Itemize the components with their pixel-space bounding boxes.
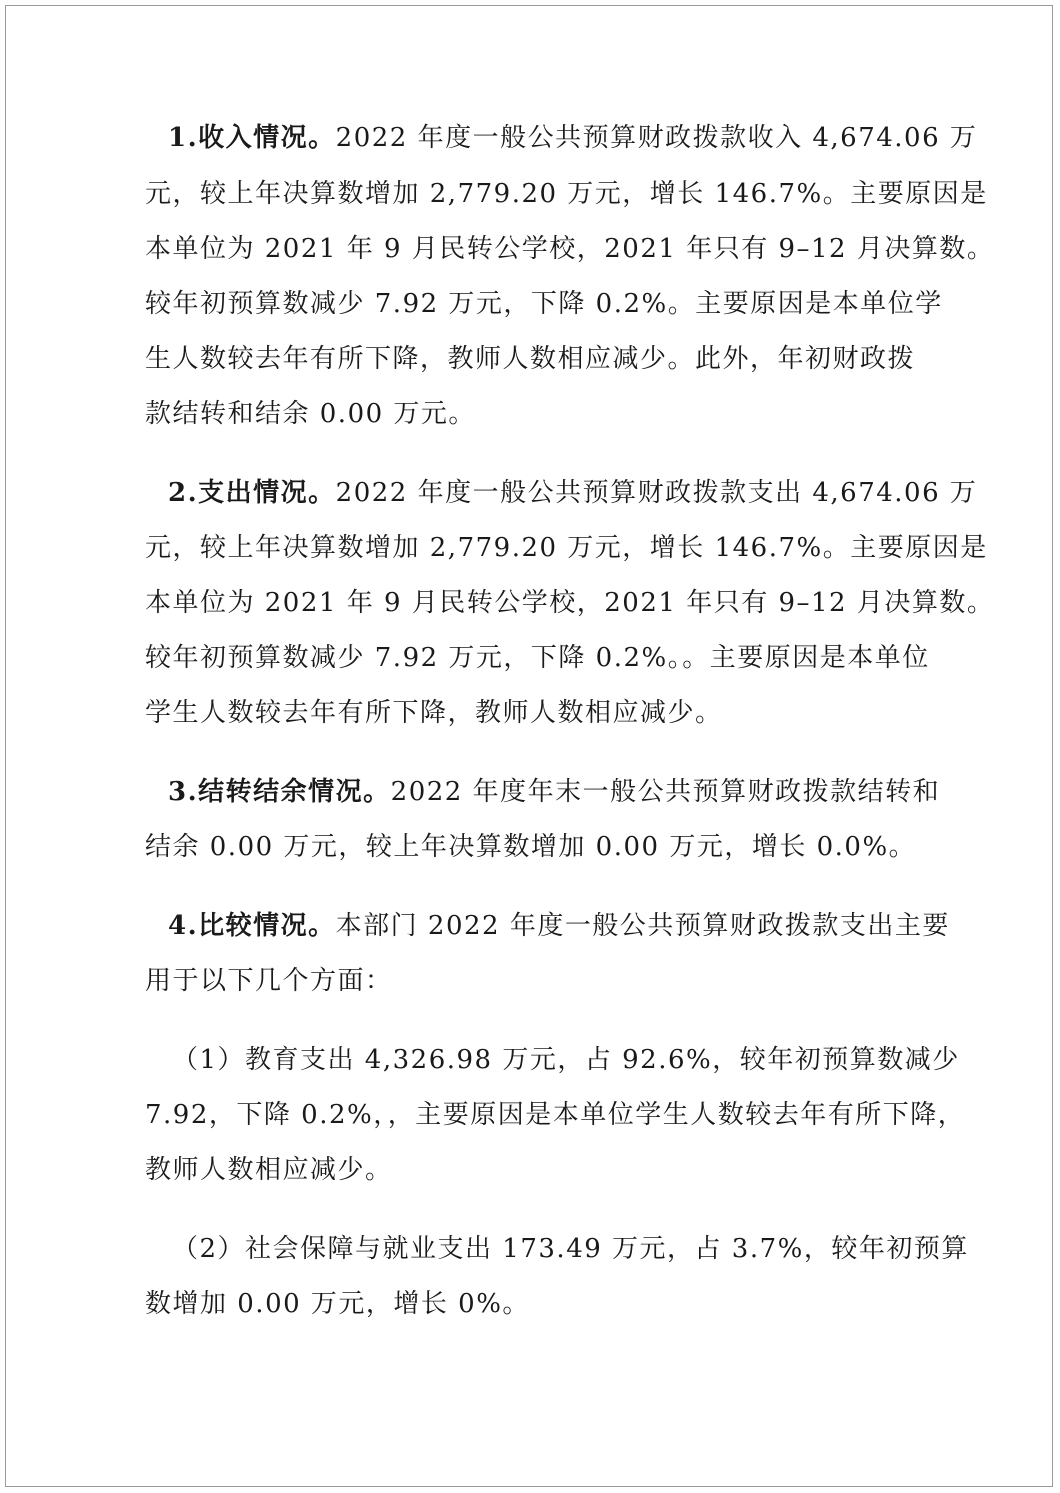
item-2-line-2: 数增加 0.00 万元，增长 0%。 (145, 1289, 530, 1319)
section-2-line-3: 本单位为 2021 年 9 月民转公学校，2021 年只有 9–12 月决算数。 (145, 588, 995, 618)
item-1-line-3: 教师人数相应减少。 (145, 1155, 393, 1185)
section-4-heading: 4.比较情况。 (168, 911, 336, 941)
section-1-line-6: 款结转和结余 0.00 万元。 (145, 399, 476, 429)
item-1-line-2: 7.92，下降 0.2%，，主要原因是本单位学生人数较去年有所下降， (145, 1100, 966, 1130)
section-2-line-4: 较年初预算数减少 7.92 万元，下降 0.2%。。主要原因是本单位 (145, 643, 930, 673)
section-2-line-2: 元，较上年决算数增加 2,779.20 万元，增长 146.7%。主要原因是 (145, 533, 988, 563)
section-1-line-4: 较年初预算数减少 7.92 万元，下降 0.2%。主要原因是本单位学 (145, 289, 943, 319)
section-4-line-1: 4.比较情况。本部门 2022 年度一般公共预算财政拨款支出主要 (168, 911, 950, 941)
section-1-line-2: 元，较上年决算数增加 2,779.20 万元，增长 146.7%。主要原因是 (145, 179, 988, 209)
section-3-heading: 3.结转结余情况。 (168, 777, 391, 807)
section-2-heading: 2.支出情况。 (168, 478, 336, 508)
section-1-line-5: 生人数较去年有所下降，教师人数相应减少。此外，年初财政拨 (145, 344, 916, 374)
section-1-line-1: 1.收入情况。2022 年度一般公共预算财政拨款收入 4,674.06 万 (168, 123, 978, 153)
item-2-line-1: （2）社会保障与就业支出 173.49 万元，占 3.7%，较年初预算 (172, 1234, 969, 1264)
item-1-line-1: （1）教育支出 4,326.98 万元，占 92.6%，较年初预算数减少 (172, 1045, 960, 1075)
section-3-line-2: 结余 0.00 万元，较上年决算数增加 0.00 万元，增长 0.0%。 (145, 832, 917, 862)
section-1-line-3: 本单位为 2021 年 9 月民转公学校，2021 年只有 9–12 月决算数。 (145, 234, 995, 264)
section-2-line-1: 2.支出情况。2022 年度一般公共预算财政拨款支出 4,674.06 万 (168, 478, 978, 508)
section-3-line-1: 3.结转结余情况。2022 年度年末一般公共预算财政拨款结转和 (168, 777, 941, 807)
section-2-line-5: 学生人数较去年有所下降，教师人数相应减少。 (145, 698, 723, 728)
section-4-line-2: 用于以下几个方面： (145, 966, 393, 996)
section-1-heading: 1.收入情况。 (168, 123, 336, 153)
